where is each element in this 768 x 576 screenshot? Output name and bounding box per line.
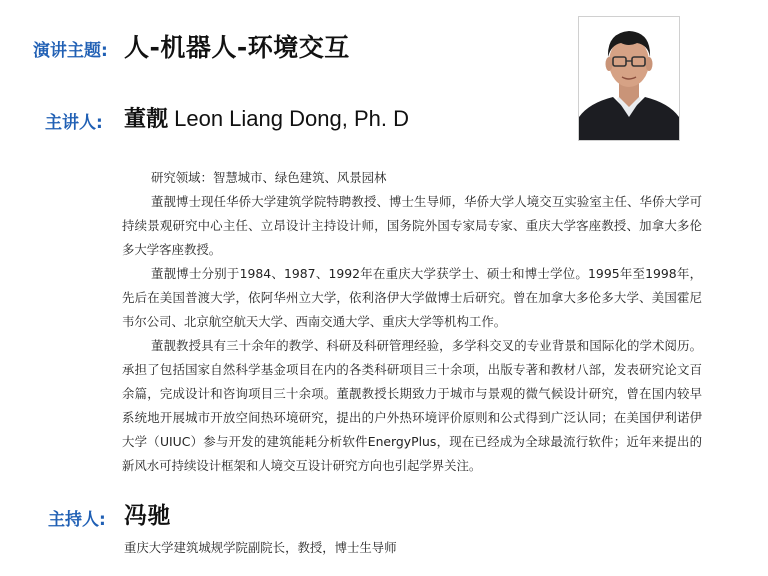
speaker-name bbox=[124, 102, 409, 133]
bio-paragraph-research: 董靓教授具有三十余年的教学、科研及科研管理经验，多学科交叉的专业背景和国际化的学术阅历。承担了包括国家自然科学基金项目在内的各类科研项目三十余项，出版专著和教材八部，发表研究论文百余篇，完成设计和咨询项目三十余项。董靓教授长期致力于城市与景观的微气候设计研究，曾在国内较早系统地开展城市开放空间热环境研究，提出的户外热环境评价原则和公式得到广泛认同；在美国伊利诺伊大学（UIUC）参与开发的建筑能耗分析软件EnergyPlus，现在已经成为全球最流行软件；近年来提出的新风水可持续设计框架和人境交互设计研究方向也引起学界关注。 bbox=[122, 338, 702, 473]
talk-title: 人-机器人-环境交互 bbox=[124, 33, 350, 62]
portrait-drawing bbox=[579, 17, 679, 140]
host-name: 冯驰 bbox=[124, 503, 171, 529]
host-label: 主持人: bbox=[48, 510, 106, 530]
bio-paragraph-positions: 董靓博士现任华侨大学建筑学院特聘教授、博士生导师，华侨大学人境交互实验室主任、华侨大学可持续景观研究中心主任、立昂设计主持设计师，国务院外国专家局专家、重庆大学客座教授、加拿大多伦多大学客座教授。 bbox=[122, 194, 702, 257]
speaker-name-cn: 董靓 bbox=[124, 107, 169, 132]
bio-research-areas: 研究领域：智慧城市、绿色建筑、风景园林 bbox=[151, 170, 387, 185]
speaker-portrait-icon bbox=[578, 16, 680, 141]
host-description: 重庆大学建筑城规学院副院长，教授，博士生导师 bbox=[124, 540, 397, 555]
speaker-label: 主讲人: bbox=[45, 113, 103, 133]
speaker-biography bbox=[122, 166, 702, 478]
speaker-name-en: Leon Liang Dong, Ph. D bbox=[168, 106, 409, 131]
bio-paragraph-education: 董靓博士分别于1984、1987、1992年在重庆大学获学士、硕士和博士学位。1995年至1998年，先后在美国普渡大学，依阿华州立大学，依利洛伊大学做博士后研究。曾在加拿大多伦多大学、美国霍尼韦尔公司、北京航空航天大学、西南交通大学、重庆大学等机构工作。 bbox=[122, 266, 702, 329]
talk-topic-label: 演讲主题: bbox=[33, 41, 108, 61]
